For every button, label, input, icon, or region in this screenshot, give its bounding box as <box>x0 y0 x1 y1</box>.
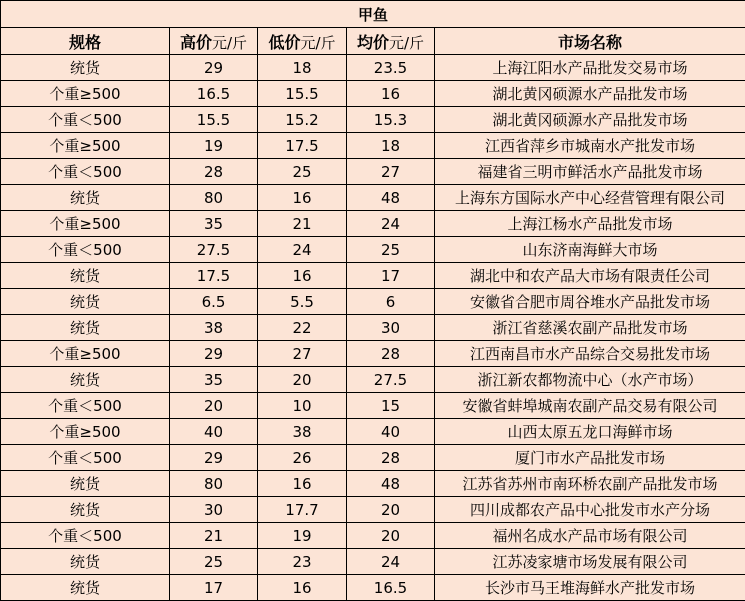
cell-avg: 16 <box>347 81 435 107</box>
cell-market: 山西太原五龙口海鲜市场 <box>435 419 745 445</box>
cell-spec: 统货 <box>1 575 170 601</box>
table-row <box>1 55 745 81</box>
cell-spec: 个重＜500 <box>1 393 170 419</box>
cell-avg: 24 <box>347 549 435 575</box>
cell-market: 浙江新农都物流中心（水产市场） <box>435 367 745 393</box>
cell-market: 江苏凌家塘市场发展有限公司 <box>435 549 745 575</box>
cell-low: 16 <box>258 185 347 211</box>
cell-market: 厦门市水产品批发市场 <box>435 445 745 471</box>
cell-high: 6.5 <box>170 289 258 315</box>
cell-high: 15.5 <box>170 107 258 133</box>
cell-high: 29 <box>170 55 258 81</box>
cell-high: 21 <box>170 523 258 549</box>
table-row <box>1 367 745 393</box>
cell-high: 30 <box>170 497 258 523</box>
cell-spec: 统货 <box>1 315 170 341</box>
cell-low: 26 <box>258 445 347 471</box>
table-row <box>1 497 745 523</box>
table-title: 甲鱼 <box>1 1 745 28</box>
cell-low: 15.5 <box>258 81 347 107</box>
cell-market: 江西省萍乡市城南水产批发市场 <box>435 133 745 159</box>
cell-market: 上海江杨水产品批发市场 <box>435 211 745 237</box>
cell-spec: 个重≥500 <box>1 133 170 159</box>
cell-avg: 23.5 <box>347 55 435 81</box>
cell-spec: 统货 <box>1 497 170 523</box>
cell-spec: 统货 <box>1 289 170 315</box>
cell-avg: 20 <box>347 497 435 523</box>
cell-high: 40 <box>170 419 258 445</box>
table-row <box>1 81 745 107</box>
cell-spec: 统货 <box>1 55 170 81</box>
header-row <box>1 28 745 55</box>
table-row <box>1 211 745 237</box>
cell-avg: 20 <box>347 523 435 549</box>
cell-low: 20 <box>258 367 347 393</box>
cell-avg: 15 <box>347 393 435 419</box>
title-row <box>1 1 745 28</box>
table-row <box>1 185 745 211</box>
cell-market: 江苏省苏州市南环桥农副产品批发市场 <box>435 471 745 497</box>
cell-low: 38 <box>258 419 347 445</box>
cell-low: 16 <box>258 263 347 289</box>
cell-spec: 统货 <box>1 185 170 211</box>
table-row <box>1 263 745 289</box>
cell-high: 80 <box>170 185 258 211</box>
table-row <box>1 107 745 133</box>
cell-avg: 18 <box>347 133 435 159</box>
cell-spec: 个重≥500 <box>1 341 170 367</box>
cell-spec: 个重≥500 <box>1 419 170 445</box>
cell-low: 17.7 <box>258 497 347 523</box>
cell-low: 24 <box>258 237 347 263</box>
cell-high: 25 <box>170 549 258 575</box>
cell-spec: 统货 <box>1 549 170 575</box>
table-row <box>1 133 745 159</box>
cell-high: 29 <box>170 341 258 367</box>
table-row <box>1 289 745 315</box>
cell-spec: 个重≥500 <box>1 81 170 107</box>
cell-low: 25 <box>258 159 347 185</box>
cell-high: 35 <box>170 367 258 393</box>
cell-avg: 48 <box>347 185 435 211</box>
cell-low: 23 <box>258 549 347 575</box>
cell-spec: 个重＜500 <box>1 523 170 549</box>
table-row <box>1 445 745 471</box>
cell-high: 16.5 <box>170 81 258 107</box>
cell-avg: 27 <box>347 159 435 185</box>
cell-market: 安徽省蚌埠城南农副产品交易有限公司 <box>435 393 745 419</box>
cell-market: 湖北中和农产品大市场有限责任公司 <box>435 263 745 289</box>
cell-high: 27.5 <box>170 237 258 263</box>
table-row <box>1 159 745 185</box>
cell-avg: 6 <box>347 289 435 315</box>
cell-market: 上海东方国际水产中心经营管理有限公司 <box>435 185 745 211</box>
cell-high: 28 <box>170 159 258 185</box>
header-high: 高价元/斤 <box>170 28 258 55</box>
cell-market: 安徽省合肥市周谷堆水产品批发市场 <box>435 289 745 315</box>
table-row <box>1 341 745 367</box>
cell-low: 16 <box>258 471 347 497</box>
cell-avg: 28 <box>347 445 435 471</box>
cell-market: 湖北黄冈硕源水产品批发市场 <box>435 81 745 107</box>
cell-low: 27 <box>258 341 347 367</box>
cell-spec: 统货 <box>1 367 170 393</box>
cell-spec: 个重≥500 <box>1 211 170 237</box>
cell-market: 四川成都农产品中心批发市水产分场 <box>435 497 745 523</box>
table-row <box>1 549 745 575</box>
cell-market: 江西南昌市水产品综合交易批发市场 <box>435 341 745 367</box>
table-row <box>1 471 745 497</box>
cell-low: 17.5 <box>258 133 347 159</box>
cell-avg: 28 <box>347 341 435 367</box>
cell-avg: 16.5 <box>347 575 435 601</box>
cell-avg: 27.5 <box>347 367 435 393</box>
cell-spec: 统货 <box>1 263 170 289</box>
header-market: 市场名称 <box>435 28 745 55</box>
cell-low: 16 <box>258 575 347 601</box>
cell-spec: 个重＜500 <box>1 445 170 471</box>
cell-high: 17.5 <box>170 263 258 289</box>
cell-spec: 个重＜500 <box>1 159 170 185</box>
cell-low: 10 <box>258 393 347 419</box>
cell-market: 浙江省慈溪农副产品批发市场 <box>435 315 745 341</box>
cell-spec: 个重＜500 <box>1 107 170 133</box>
cell-high: 35 <box>170 211 258 237</box>
cell-high: 80 <box>170 471 258 497</box>
table-body <box>1 55 745 601</box>
cell-avg: 30 <box>347 315 435 341</box>
table-row <box>1 575 745 601</box>
header-avg: 均价元/斤 <box>347 28 435 55</box>
cell-low: 5.5 <box>258 289 347 315</box>
cell-high: 20 <box>170 393 258 419</box>
cell-avg: 24 <box>347 211 435 237</box>
table-row <box>1 393 745 419</box>
cell-avg: 17 <box>347 263 435 289</box>
table-row <box>1 315 745 341</box>
cell-avg: 48 <box>347 471 435 497</box>
cell-low: 15.2 <box>258 107 347 133</box>
cell-high: 29 <box>170 445 258 471</box>
cell-market: 福建省三明市鲜活水产品批发市场 <box>435 159 745 185</box>
cell-market: 福州名成水产品市场有限公司 <box>435 523 745 549</box>
cell-avg: 15.3 <box>347 107 435 133</box>
cell-market: 山东济南海鲜大市场 <box>435 237 745 263</box>
table-row <box>1 419 745 445</box>
cell-spec: 个重＜500 <box>1 237 170 263</box>
cell-high: 17 <box>170 575 258 601</box>
cell-avg: 25 <box>347 237 435 263</box>
table-row <box>1 523 745 549</box>
header-low: 低价元/斤 <box>258 28 347 55</box>
cell-spec: 统货 <box>1 471 170 497</box>
cell-avg: 40 <box>347 419 435 445</box>
cell-market: 上海江阳水产品批发交易市场 <box>435 55 745 81</box>
header-spec: 规格 <box>1 28 170 55</box>
cell-low: 22 <box>258 315 347 341</box>
cell-high: 19 <box>170 133 258 159</box>
cell-high: 38 <box>170 315 258 341</box>
table-row <box>1 237 745 263</box>
cell-low: 18 <box>258 55 347 81</box>
cell-market: 长沙市马王堆海鲜水产批发市场 <box>435 575 745 601</box>
cell-market: 湖北黄冈硕源水产品批发市场 <box>435 107 745 133</box>
cell-low: 21 <box>258 211 347 237</box>
cell-low: 19 <box>258 523 347 549</box>
